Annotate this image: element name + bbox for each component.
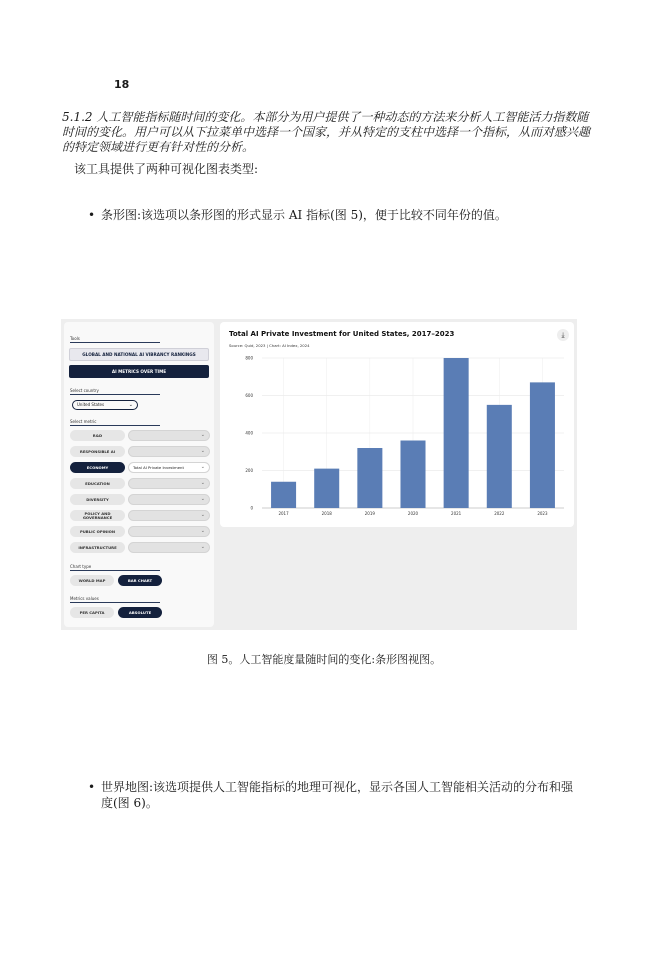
select-country-label: Select country bbox=[70, 388, 99, 393]
pillar-rd-button[interactable]: R&D bbox=[70, 430, 125, 441]
y-tick-label: 600 bbox=[245, 393, 253, 398]
chevron-down-icon: ⌄ bbox=[200, 448, 205, 454]
metric-row bbox=[70, 542, 212, 553]
bar bbox=[530, 382, 555, 508]
chevron-down-icon: ⌄ bbox=[128, 402, 133, 408]
metric-row bbox=[70, 462, 212, 473]
divider bbox=[70, 425, 160, 426]
x-tick-label: 2022 bbox=[494, 511, 505, 516]
bullet-bar-chart bbox=[88, 207, 581, 223]
divider bbox=[70, 570, 160, 571]
app-screenshot bbox=[61, 319, 577, 630]
figure-caption: 图 5。人工智能度量随时间的变化:条形图视图。 bbox=[206, 653, 442, 666]
pillar-diversity-button[interactable]: DIVERSITY bbox=[70, 494, 125, 505]
tools-label: Tools bbox=[70, 336, 80, 341]
metric-row bbox=[70, 510, 212, 521]
chart-type-label: Chart type bbox=[70, 564, 92, 569]
pillar-economy-button[interactable]: ECONOMY bbox=[70, 462, 125, 473]
chart-card bbox=[220, 322, 574, 527]
metrics-values-label: Metrics values bbox=[70, 596, 99, 601]
x-tick-label: 2019 bbox=[364, 511, 375, 516]
page-number: 18 bbox=[114, 78, 130, 91]
y-tick-label: 800 bbox=[245, 355, 253, 361]
metric-select[interactable] bbox=[128, 542, 210, 553]
tool-metrics-over-time-button[interactable]: AI METRICS OVER TIME bbox=[69, 365, 209, 378]
bar bbox=[400, 441, 425, 509]
divider bbox=[70, 394, 160, 395]
metric-row bbox=[70, 494, 212, 505]
bar bbox=[271, 482, 296, 508]
pillar-policy-governance-button[interactable]: POLICY AND GOVERNANCE bbox=[70, 510, 125, 521]
chevron-down-icon: ⌄ bbox=[200, 544, 205, 550]
absolute-toggle[interactable]: ABSOLUTE bbox=[118, 607, 162, 618]
pillar-responsible-ai-button[interactable]: RESPONSIBLE AI bbox=[70, 446, 125, 457]
x-tick-label: 2023 bbox=[537, 511, 548, 516]
chevron-down-icon: ⌄ bbox=[200, 432, 205, 438]
pillar-infrastructure-button[interactable]: INFRASTRUCTURE bbox=[70, 542, 125, 553]
tool-rankings-button[interactable]: GLOBAL AND NATIONAL AI VIBRANCY RANKINGS bbox=[69, 348, 209, 361]
x-tick-label: 2020 bbox=[407, 511, 419, 516]
world-map-toggle[interactable]: WORLD MAP bbox=[70, 575, 114, 586]
bullet-world-map bbox=[88, 779, 581, 811]
y-tick-label: 0 bbox=[250, 505, 253, 511]
country-value: United States bbox=[77, 402, 105, 407]
metric-row bbox=[70, 478, 212, 489]
bar bbox=[444, 358, 469, 508]
metric-row bbox=[70, 446, 212, 457]
section-paragraph: 5.1.2 人工智能指标随时间的变化。本部分为用户提供了一种动态的方法来分析人工智能活力指数随时间的变化。用户可以从下拉菜单中选择一个国家，并从特定的支柱中选择一个指标，从而对感兴趣的特定领域进行更有针对性的分析。 bbox=[62, 110, 591, 154]
metric-select[interactable] bbox=[128, 510, 210, 521]
metric-row bbox=[70, 526, 212, 537]
section-intro: 该工具提供了两种可视化图表类型: bbox=[74, 162, 259, 176]
metric-select[interactable] bbox=[128, 478, 210, 489]
metric-select[interactable] bbox=[128, 494, 210, 505]
bar bbox=[357, 448, 382, 508]
bar-chart-toggle[interactable]: BAR CHART bbox=[118, 575, 162, 586]
divider bbox=[70, 602, 160, 603]
country-select[interactable] bbox=[72, 400, 138, 410]
chevron-down-icon: ⌄ bbox=[200, 512, 205, 518]
select-metric-label: Select metric bbox=[70, 419, 97, 424]
y-tick-label: 400 bbox=[245, 430, 253, 436]
bar bbox=[314, 469, 339, 508]
metric-select[interactable] bbox=[128, 446, 210, 457]
bar bbox=[487, 405, 512, 508]
y-tick-label: 200 bbox=[245, 468, 253, 473]
x-tick-label: 2021 bbox=[451, 511, 462, 516]
bullet-dot: • bbox=[88, 208, 96, 222]
chart-subtitle: Source: Quid, 2023 | Chart: AI Index, 2024 bbox=[229, 343, 310, 348]
bar-chart bbox=[220, 322, 574, 527]
chevron-down-icon: ⌄ bbox=[200, 496, 205, 502]
metric-select[interactable] bbox=[128, 430, 210, 441]
divider bbox=[70, 342, 160, 343]
bullet-dot: • bbox=[88, 780, 96, 794]
metric-select[interactable]: Total AI Private Investment ⌄ bbox=[128, 462, 210, 473]
bullet-text: 世界地图:该选项提供人工智能指标的地理可视化，显示各国人工智能相关活动的分布和强度(图 6)。 bbox=[101, 780, 574, 810]
bullet-text: 条形图:该选项以条形图的形式显示 AI 指标(图 5)，便于比较不同年份的值。 bbox=[101, 208, 507, 222]
metric-row bbox=[70, 430, 212, 441]
download-icon[interactable]: ⤓ bbox=[557, 329, 569, 341]
per-capita-toggle[interactable]: PER CAPITA bbox=[70, 607, 114, 618]
pillar-education-button[interactable]: EDUCATION bbox=[70, 478, 125, 489]
chevron-down-icon: ⌄ bbox=[200, 528, 205, 534]
chevron-down-icon: ⌄ bbox=[200, 464, 205, 470]
chart-title: Total AI Private Investment for United States, 2017–2023 bbox=[229, 330, 455, 338]
x-tick-label: 2017 bbox=[278, 511, 289, 516]
metric-select[interactable] bbox=[128, 526, 210, 537]
tools-panel bbox=[64, 322, 214, 627]
x-tick-label: 2018 bbox=[321, 511, 332, 516]
pillar-public-opinion-button[interactable]: PUBLIC OPINION bbox=[70, 526, 125, 537]
chevron-down-icon: ⌄ bbox=[200, 480, 205, 486]
